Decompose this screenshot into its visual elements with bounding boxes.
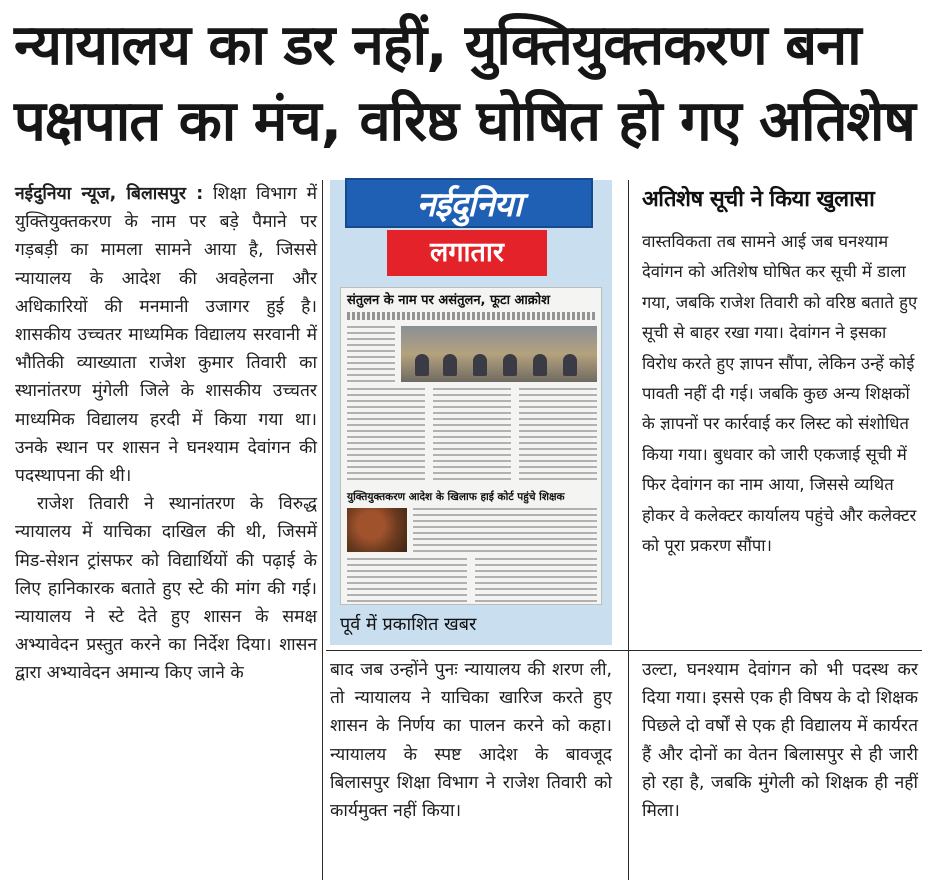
person-figure: [443, 354, 457, 376]
column-divider-right: [628, 180, 629, 880]
clipping-headline-2: युक्तियुक्तकरण आदेश के खिलाफ हाई कोर्ट पहुंचे शिक्षक: [347, 491, 565, 503]
headline-line-2: पक्षपात का मंच, वरिष्ठ घोषित हो गए अतिशेष: [14, 89, 915, 154]
article-paragraph-continued: बाद जब उन्होंने पुनः न्यायालय की शरण ली, तो न्यायालय ने याचिका खारिज करते हुए शासन के निर्णय का पालन करने को कहा। न्यायालय के स्पष्ट आदेश के बावजूद बिलासपुर शिक्षा विभाग ने राजेश तिवारी को कार्यमुक्त नहीं किया।: [330, 660, 612, 822]
clipping-subline: [347, 312, 597, 320]
inset-caption: पूर्व में प्रकाशित खबर: [340, 614, 477, 635]
clipping-text-block: [347, 558, 467, 602]
subheading: अतिशेष सूची ने किया खुलासा: [642, 187, 875, 212]
person-figure: [473, 354, 487, 376]
article-paragraph-3: वास्तविकता तब सामने आई जब घनश्याम देवांगन को अतिशेष घोषित कर सूची में डाला गया, जबकि राजेश तिवारी को वरिष्ठ बताते हुए सूची से बाहर रखा गया। देवांगन ने इसका विरोध करते हुए ज्ञापन सौंपा, लेकिन उन्हें कोई पावती नहीं दी गई। जबकि कुछ अन्य शिक्षकों के ज्ञापनों पर कार्रवाई कर लिस्ट को संशोधित किया गया। बुधवार को जारी एकजाई सूची में फिर देवांगन का नाम आया, जिससे व्यथित होकर वे कलेक्टर कार्यालय पहुंचे और कलेक्टर को पूरा प्रकरण सौंपा।: [642, 232, 918, 556]
clipping-headline: संतुलन के नाम पर असंतुलन, फूटा आक्रोश: [347, 293, 550, 308]
article-paragraph-1-text: शिक्षा विभाग में युक्तियुक्तकरण के नाम पर बड़े पैमाने पर गड़बड़ी का मामला सामने आया है, जिससे न्यायालय के आदेश की अवहेलना और अधिकारियों की मनमानी उजागर हुई है। शासकीय उच्चतर माध्यमिक विद्यालय सरवानी में भौतिकी व्याख्याता राजेश कुमार तिवारी का स्थानांतरण मुंगेली जिले के शासकीय उच्चतर माध्यमिक विद्यालय हरदी में किया गया था। उनके स्थान पर शासन ने घनश्याम देवांगन की पदस्थापना की थी।: [15, 184, 317, 487]
clipping-photo-meeting: [401, 326, 597, 382]
newspaper-clipping-image: [340, 287, 602, 605]
person-figure: [563, 354, 577, 376]
article-paragraph-2: राजेश तिवारी ने स्थानांतरण के विरुद्ध न्यायालय में याचिका दाखिल की थी, जिसमें मिड-सेशन ट्रांसफर को विद्यार्थियों की पढ़ाई के लिए हानिकारक बताते हुए स्टे की मांग की गई। न्यायालय ने स्टे देते हुए शासन के समक्ष अभ्यावेदन प्रस्तुत करने का निर्देश दिया। शासन द्वारा अभ्यावेदन अमान्य किए जाने के: [15, 494, 317, 684]
headline: [14, 8, 918, 160]
article-paragraph-1: [15, 180, 317, 490]
article-paragraph-4: उल्टा, घनश्याम देवांगन को भी पदस्थ कर दिया गया। इससे एक ही विषय के दो शिक्षक पिछले दो वर्षों से एक ही विद्यालय में कार्यरत हैं और दोनों का वेतन बिलासपुर से ही जारी हो रहा है, जबकि मुंगेली को शिक्षक ही नहीं मिला।: [642, 660, 918, 822]
clipping-text-block: [413, 508, 597, 552]
series-tag: लगातार: [387, 230, 547, 276]
person-figure: [533, 354, 547, 376]
clipping-text-block: [475, 558, 597, 602]
person-figure: [503, 354, 517, 376]
clipping-text-block: [347, 388, 425, 484]
article-column-3-bottom: [642, 656, 918, 825]
person-figure: [415, 354, 429, 376]
clipping-text-block: [433, 388, 511, 484]
section-divider: [326, 650, 922, 651]
dateline: नईदुनिया न्यूज, बिलासपुर :: [15, 184, 204, 204]
article-column-2: [330, 656, 612, 825]
clipping-photo-gavel: [347, 508, 407, 552]
column-divider-left: [322, 180, 323, 880]
headline-line-1: न्यायालय का डर नहीं, युक्तियुक्तकरण बना: [14, 13, 861, 78]
article-column-3: [642, 227, 918, 561]
article-column-1: [15, 180, 317, 688]
clipping-text-block: [347, 326, 395, 382]
clipping-text-block: [519, 388, 597, 484]
masthead-logo: नईदुनिया: [345, 178, 593, 228]
